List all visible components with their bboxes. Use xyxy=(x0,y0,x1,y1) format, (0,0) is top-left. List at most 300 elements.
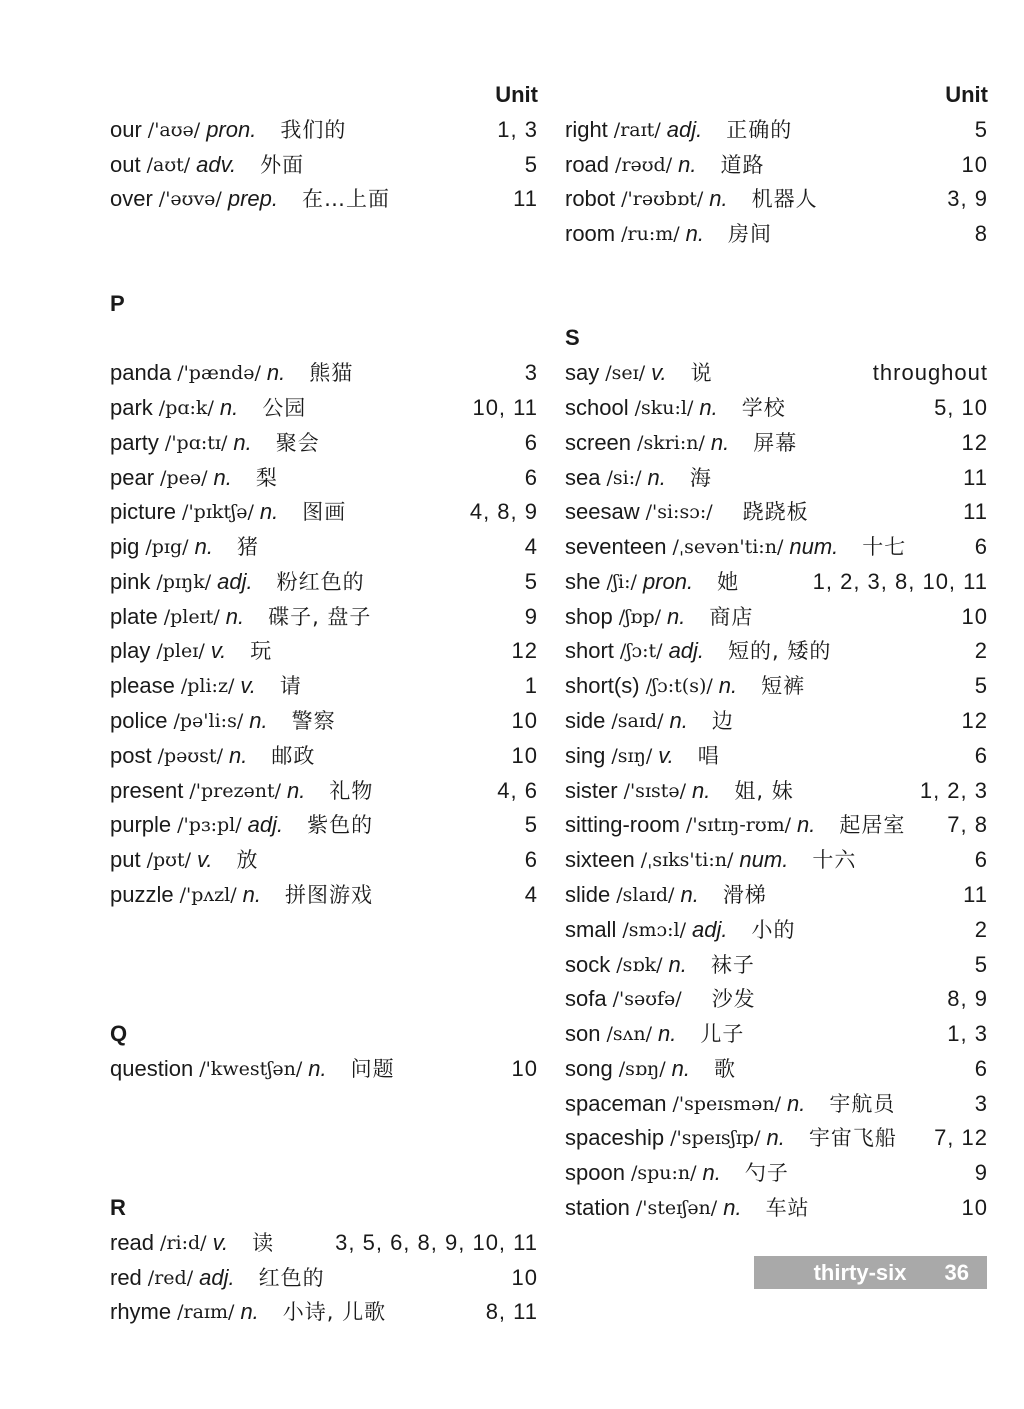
entry-units: 1 xyxy=(524,673,538,699)
entry-chinese-meaning: 滑梯 xyxy=(722,882,767,907)
entry-chinese-meaning: 宇宙飞船 xyxy=(808,1126,897,1151)
vocab-entry xyxy=(565,567,988,597)
vocab-entry xyxy=(110,636,538,666)
entry-units: 4, 8, 9 xyxy=(469,499,538,525)
entry-chinese-meaning: 车站 xyxy=(765,1195,810,1220)
section-letter: Q xyxy=(110,1021,128,1047)
entry-word: song xyxy=(565,1055,613,1081)
entry-phonetic: /pɑ:k/ xyxy=(158,397,214,420)
entry-units: 3 xyxy=(524,360,538,386)
entry-phonetic: /aʊt/ xyxy=(146,153,191,176)
entry-phonetic: /seɪ/ xyxy=(605,362,646,385)
entry-word: play xyxy=(110,638,151,664)
entry-word: short xyxy=(565,638,614,664)
entry-phonetic: /pʊt/ xyxy=(146,849,191,872)
entry-part-of-speech: v. xyxy=(210,638,227,664)
entry-chinese-meaning: 跷跷板 xyxy=(742,500,809,525)
entry-units: 10 xyxy=(511,742,538,768)
page-footer xyxy=(754,1256,987,1289)
entry-part-of-speech: v. xyxy=(212,1229,229,1255)
entry-units: 10 xyxy=(511,708,538,734)
entry-chinese-meaning: 小的 xyxy=(751,917,796,942)
entry-units: 3 xyxy=(974,1090,988,1116)
vocab-entry xyxy=(565,776,988,806)
entry-part-of-speech: n. xyxy=(658,1021,677,1047)
entry-chinese-meaning: 十六 xyxy=(812,848,857,873)
vocab-entry xyxy=(565,1054,988,1084)
unit-header-label: Unit xyxy=(495,82,538,107)
entry-phonetic: /'sɪtɪŋ-rʊm/ xyxy=(685,814,792,837)
vocab-entry xyxy=(110,1228,538,1258)
entry-word: read xyxy=(110,1229,155,1255)
entry-units: 6 xyxy=(524,429,538,455)
entry-word: road xyxy=(565,151,610,177)
entry-units: 4 xyxy=(524,881,538,907)
vocab-entry xyxy=(110,184,538,214)
entry-phonetic: /'steɪʃən/ xyxy=(635,1196,718,1219)
blank-row xyxy=(110,915,538,945)
vocab-entry xyxy=(565,671,988,701)
entry-part-of-speech: n. xyxy=(669,708,688,734)
entry-chinese-meaning: 紫色的 xyxy=(307,813,374,838)
entry-units: 2 xyxy=(974,638,988,664)
entry-word: park xyxy=(110,395,153,421)
entry-part-of-speech: n. xyxy=(766,1125,785,1151)
entry-part-of-speech: n. xyxy=(213,464,232,490)
vocab-entry xyxy=(110,845,538,875)
entry-chinese-meaning: 放 xyxy=(236,848,259,873)
entry-word: rhyme xyxy=(110,1299,172,1325)
blank-row xyxy=(110,254,538,284)
entry-word: please xyxy=(110,673,175,699)
entry-word: out xyxy=(110,151,141,177)
entry-part-of-speech: n. xyxy=(225,603,245,629)
entry-units: 10, 11 xyxy=(472,395,538,421)
vocab-entry xyxy=(565,915,988,945)
vocab-entry xyxy=(565,1123,988,1153)
entry-chinese-meaning: 道路 xyxy=(720,152,765,177)
vocab-entry xyxy=(565,984,988,1014)
entry-part-of-speech: v. xyxy=(196,847,213,873)
entry-chinese-meaning: 我们的 xyxy=(280,117,347,142)
entry-units: 10 xyxy=(511,1055,538,1081)
entry-part-of-speech: n. xyxy=(308,1055,327,1081)
entry-chinese-meaning: 拼图游戏 xyxy=(284,882,373,907)
vocab-entry xyxy=(110,463,538,493)
entry-part-of-speech: n. xyxy=(692,777,711,803)
entry-units: 10 xyxy=(511,1264,538,1290)
vocab-entry xyxy=(565,636,988,666)
entry-phonetic: /ˌsɪks'ti:n/ xyxy=(640,849,734,872)
entry-word: room xyxy=(565,221,616,247)
entry-phonetic: /'pɑ:tɪ/ xyxy=(164,431,228,454)
entry-word: sofa xyxy=(565,986,607,1012)
entry-units: 1, 3 xyxy=(497,116,538,142)
entry-units: 12 xyxy=(511,638,538,664)
entry-phonetic: /sku:l/ xyxy=(634,397,694,420)
entry-word: station xyxy=(565,1194,630,1220)
entry-chinese-meaning: 粉红色的 xyxy=(276,569,365,594)
entry-word: she xyxy=(565,568,601,594)
vocab-entry xyxy=(565,1019,988,1049)
vocab-entry xyxy=(565,845,988,875)
entry-chinese-meaning: 图画 xyxy=(302,500,347,525)
entry-word: spaceman xyxy=(565,1090,667,1116)
entry-units: 5 xyxy=(524,151,538,177)
vocab-entry xyxy=(565,880,988,910)
entry-units: 10 xyxy=(961,1194,988,1220)
vocab-entry xyxy=(565,1158,988,1188)
vocab-entry xyxy=(110,358,538,388)
vocab-entry xyxy=(110,776,538,806)
entry-chinese-meaning: 请 xyxy=(279,674,302,699)
vocab-entry xyxy=(110,1263,538,1293)
entry-phonetic: /si:/ xyxy=(606,466,642,489)
vocab-entry xyxy=(110,567,538,597)
entry-word: question xyxy=(110,1055,194,1081)
blank-row xyxy=(565,254,988,284)
entry-word: sock xyxy=(565,951,611,977)
entry-word: red xyxy=(110,1264,142,1290)
entry-chinese-meaning: 边 xyxy=(711,709,734,734)
entry-chinese-meaning: 姐, 妹 xyxy=(734,778,794,803)
vocab-entry xyxy=(565,741,988,771)
entry-part-of-speech: n. xyxy=(219,395,239,421)
entry-units: 12 xyxy=(961,429,988,455)
entry-chinese-meaning: 宇航员 xyxy=(829,1091,896,1116)
entry-chinese-meaning: 她 xyxy=(717,569,740,594)
entry-part-of-speech: n. xyxy=(671,1055,691,1081)
entry-part-of-speech: prep. xyxy=(227,186,278,212)
entry-phonetic: /smɔ:l/ xyxy=(622,918,687,941)
entry-units: 4 xyxy=(524,534,538,560)
entry-word: slide xyxy=(565,881,611,907)
entry-units: 11 xyxy=(963,464,988,490)
vocab-entry xyxy=(565,497,988,527)
entry-phonetic: /sʌn/ xyxy=(606,1023,653,1046)
entry-units: 1, 2, 3, 8, 10, 11 xyxy=(812,568,988,594)
vocab-entry xyxy=(110,671,538,701)
entry-chinese-meaning: 礼物 xyxy=(329,778,374,803)
entry-part-of-speech: n. xyxy=(667,603,686,629)
entry-phonetic: /'pɜ:pl/ xyxy=(177,814,242,837)
vocab-entry xyxy=(110,1054,538,1084)
entry-units: 1, 3 xyxy=(947,1021,988,1047)
unit-column-header xyxy=(565,80,988,110)
entry-phonetic: /'pɪktʃə/ xyxy=(182,501,254,524)
blank-row xyxy=(565,289,988,319)
entry-word: police xyxy=(110,708,168,734)
entry-chinese-meaning: 熊猫 xyxy=(309,361,354,386)
entry-phonetic: /slaɪd/ xyxy=(616,883,675,906)
entry-phonetic: /'aʊə/ xyxy=(147,118,201,141)
page-number-word: thirty-six xyxy=(813,1259,907,1285)
entry-phonetic: /'speɪsmən/ xyxy=(672,1092,782,1115)
entry-chinese-meaning: 邮政 xyxy=(271,743,316,768)
entry-word: sixteen xyxy=(565,847,635,873)
entry-phonetic: /pleɪ/ xyxy=(156,640,205,663)
entry-units: 10 xyxy=(961,151,988,177)
entry-units: throughout xyxy=(872,360,988,386)
section-letter-heading xyxy=(110,1019,538,1049)
entry-units: 11 xyxy=(963,881,988,907)
entry-units: 6 xyxy=(974,847,988,873)
entry-units: 5 xyxy=(974,116,988,142)
entry-chinese-meaning: 袜子 xyxy=(710,952,755,977)
entry-part-of-speech: n. xyxy=(242,881,261,907)
entry-part-of-speech: adv. xyxy=(196,151,237,177)
blank-row xyxy=(110,984,538,1014)
vocab-entry xyxy=(110,741,538,771)
entry-chinese-meaning: 外面 xyxy=(260,152,305,177)
section-letter: P xyxy=(110,290,125,316)
entry-phonetic: /saɪd/ xyxy=(611,710,664,733)
entry-phonetic: /raɪt/ xyxy=(613,118,661,141)
entry-units: 5 xyxy=(974,951,988,977)
entry-units: 6 xyxy=(974,534,988,560)
vocab-entry xyxy=(565,463,988,493)
page-number: 36 xyxy=(944,1259,969,1285)
entry-phonetic: /raɪm/ xyxy=(177,1301,235,1324)
entry-units: 6 xyxy=(974,742,988,768)
entry-part-of-speech: n. xyxy=(228,742,248,768)
entry-phonetic: /pɪg/ xyxy=(145,536,189,559)
entry-chinese-meaning: 歌 xyxy=(714,1056,737,1081)
vocab-entry xyxy=(565,358,988,388)
entry-part-of-speech: adj. xyxy=(668,638,705,664)
entry-phonetic: /ˌsevən'ti:n/ xyxy=(672,536,784,559)
entry-word: say xyxy=(565,360,600,386)
entry-chinese-meaning: 屏幕 xyxy=(753,430,798,455)
entry-word: picture xyxy=(110,499,177,525)
vocab-entry xyxy=(565,184,988,214)
entry-word: present xyxy=(110,777,184,803)
vocab-entry xyxy=(110,393,538,423)
entry-part-of-speech: adj. xyxy=(247,812,284,838)
vocab-entry xyxy=(565,1089,988,1119)
vocab-entry xyxy=(565,1193,988,1223)
entry-word: sitting-room xyxy=(565,812,680,838)
entry-phonetic: /'pændə/ xyxy=(177,362,261,385)
entry-word: seventeen xyxy=(565,534,667,560)
entry-part-of-speech: n. xyxy=(249,708,268,734)
entry-units: 5 xyxy=(524,812,538,838)
entry-phonetic: /ʃɔ:t/ xyxy=(619,640,663,663)
entry-phonetic: /rəʊd/ xyxy=(615,153,673,176)
entry-part-of-speech: pron. xyxy=(642,568,694,594)
entry-part-of-speech: num. xyxy=(789,534,839,560)
entry-chinese-meaning: 读 xyxy=(252,1230,275,1255)
entry-word: son xyxy=(565,1021,601,1047)
vocab-entry xyxy=(110,810,538,840)
entry-word: plate xyxy=(110,603,158,629)
entry-part-of-speech: n. xyxy=(194,534,213,560)
entry-part-of-speech: num. xyxy=(739,847,789,873)
vocab-entry xyxy=(110,532,538,562)
entry-word: side xyxy=(565,708,606,734)
entry-phonetic: /'pʌzl/ xyxy=(179,883,237,906)
entry-word: pig xyxy=(110,534,140,560)
entry-phonetic: /sɒk/ xyxy=(616,953,663,976)
entry-units: 8, 11 xyxy=(485,1299,538,1325)
entry-part-of-speech: v. xyxy=(651,360,667,386)
entry-units: 8 xyxy=(974,221,988,247)
vocab-entry xyxy=(110,880,538,910)
entry-part-of-speech: n. xyxy=(709,186,728,212)
entry-part-of-speech: v. xyxy=(658,742,674,768)
vocab-entry xyxy=(110,602,538,632)
entry-part-of-speech: n. xyxy=(723,1194,742,1220)
entry-units: 5 xyxy=(524,568,538,594)
entry-part-of-speech: adj. xyxy=(692,916,728,942)
entry-phonetic: /'səʊfə/ xyxy=(612,988,682,1011)
entry-part-of-speech: n. xyxy=(240,1299,259,1325)
entry-units: 2 xyxy=(974,916,988,942)
entry-phonetic: /'əʊvə/ xyxy=(158,188,222,211)
unit-header-label: Unit xyxy=(945,82,988,107)
entry-chinese-meaning: 公园 xyxy=(262,396,307,421)
entry-word: puzzle xyxy=(110,881,174,907)
entry-part-of-speech: pron. xyxy=(206,116,257,142)
entry-units: 12 xyxy=(961,708,988,734)
entry-phonetic: /'speɪsʃɪp/ xyxy=(670,1127,761,1150)
entry-phonetic: /ri:d/ xyxy=(160,1231,207,1254)
entry-chinese-meaning: 正确的 xyxy=(726,117,793,142)
entry-part-of-speech: n. xyxy=(668,951,687,977)
entry-word: small xyxy=(565,916,617,942)
entry-units: 6 xyxy=(524,464,538,490)
entry-word: put xyxy=(110,847,141,873)
entry-word: spoon xyxy=(565,1160,625,1186)
section-letter-heading xyxy=(565,323,988,353)
entry-phonetic: /sɒŋ/ xyxy=(618,1057,666,1080)
entry-phonetic: /'rəʊbɒt/ xyxy=(621,188,704,211)
entry-chinese-meaning: 起居室 xyxy=(839,813,906,838)
entry-units: 3, 9 xyxy=(947,186,988,212)
entry-chinese-meaning: 聚会 xyxy=(275,430,320,455)
entry-chinese-meaning: 学校 xyxy=(741,396,786,421)
entry-units: 7, 12 xyxy=(934,1125,988,1151)
entry-units: 11 xyxy=(963,499,988,525)
entry-word: pear xyxy=(110,464,155,490)
entry-part-of-speech: n. xyxy=(287,777,306,803)
entry-chinese-meaning: 猪 xyxy=(236,535,259,560)
entry-phonetic: /skri:n/ xyxy=(637,431,705,454)
entry-chinese-meaning: 商店 xyxy=(709,604,754,629)
entry-part-of-speech: n. xyxy=(702,1160,721,1186)
entry-chinese-meaning: 机器人 xyxy=(751,187,818,212)
vocab-entry xyxy=(110,428,538,458)
entry-phonetic: /ʃɒp/ xyxy=(618,605,662,628)
entry-word: party xyxy=(110,429,159,455)
entry-word: post xyxy=(110,742,152,768)
entry-part-of-speech: n. xyxy=(787,1090,806,1116)
entry-chinese-meaning: 玩 xyxy=(250,639,273,664)
entry-phonetic: /ʃi:/ xyxy=(606,570,637,593)
blank-row xyxy=(110,1123,538,1153)
entry-chinese-meaning: 短裤 xyxy=(761,674,806,699)
entry-part-of-speech: adj. xyxy=(666,116,703,142)
entry-phonetic: /pəʊst/ xyxy=(157,744,223,767)
entry-phonetic: /pɪŋk/ xyxy=(156,570,212,593)
vocab-entry xyxy=(565,810,988,840)
vocab-entry xyxy=(565,428,988,458)
entry-units: 7, 8 xyxy=(947,812,988,838)
entry-chinese-meaning: 十七 xyxy=(862,535,907,560)
vocab-entry xyxy=(110,497,538,527)
entry-word: seesaw xyxy=(565,499,640,525)
vocab-entry xyxy=(565,950,988,980)
vocab-entry xyxy=(110,706,538,736)
entry-phonetic: /sɪŋ/ xyxy=(611,744,653,767)
section-letter: S xyxy=(565,325,580,351)
entry-chinese-meaning: 在…上面 xyxy=(301,187,390,212)
entry-word: pink xyxy=(110,568,151,594)
entry-phonetic: /spu:n/ xyxy=(630,1162,697,1185)
vocab-entry xyxy=(110,150,538,180)
entry-units: 4, 6 xyxy=(497,777,538,803)
vocab-entry xyxy=(565,115,988,145)
entry-chinese-meaning: 红色的 xyxy=(258,1265,325,1290)
entry-phonetic: /'si:sɔ:/ xyxy=(645,501,713,524)
entry-word: school xyxy=(565,395,629,421)
entry-chinese-meaning: 碟子, 盘子 xyxy=(268,604,372,629)
entry-units: 10 xyxy=(961,603,988,629)
entry-units: 8, 9 xyxy=(947,986,988,1012)
entry-word: right xyxy=(565,116,608,142)
entry-part-of-speech: n. xyxy=(266,360,286,386)
entry-units: 9 xyxy=(524,603,538,629)
vocab-entry xyxy=(565,219,988,249)
entry-chinese-meaning: 海 xyxy=(689,465,712,490)
entry-part-of-speech: n. xyxy=(718,673,738,699)
vocab-entry xyxy=(565,393,988,423)
entry-phonetic: /pə'li:s/ xyxy=(173,710,244,733)
entry-chinese-meaning: 问题 xyxy=(350,1056,395,1081)
entry-phonetic: /'prezənt/ xyxy=(189,779,282,802)
entry-phonetic: /ʃɔ:t(s)/ xyxy=(645,675,713,698)
entry-part-of-speech: n. xyxy=(678,151,697,177)
blank-row xyxy=(110,1158,538,1188)
entry-chinese-meaning: 梨 xyxy=(255,465,278,490)
entry-phonetic: /pli:z/ xyxy=(180,675,235,698)
entry-units: 9 xyxy=(974,1160,988,1186)
section-letter-heading xyxy=(110,289,538,319)
entry-part-of-speech: n. xyxy=(259,499,279,525)
entry-chinese-meaning: 说 xyxy=(690,361,713,386)
section-letter-heading xyxy=(110,1193,538,1223)
entry-part-of-speech: n. xyxy=(680,881,699,907)
entry-part-of-speech: n. xyxy=(699,395,718,421)
entry-units: 6 xyxy=(524,847,538,873)
entry-units: 11 xyxy=(513,186,538,212)
vocab-entry xyxy=(565,706,988,736)
entry-part-of-speech: n. xyxy=(710,429,730,455)
entry-units: 5 xyxy=(974,673,988,699)
unit-column-header xyxy=(110,80,538,110)
entry-word: sister xyxy=(565,777,618,803)
entry-chinese-meaning: 房间 xyxy=(728,222,773,247)
entry-phonetic: /'sɪstə/ xyxy=(623,779,687,802)
vocab-entry xyxy=(565,602,988,632)
entry-part-of-speech: n. xyxy=(233,429,252,455)
entry-part-of-speech: n. xyxy=(797,812,816,838)
entry-chinese-meaning: 短的, 矮的 xyxy=(728,639,832,664)
entry-word: robot xyxy=(565,186,616,212)
entry-chinese-meaning: 警察 xyxy=(291,709,336,734)
entry-phonetic: /'kwestʃən/ xyxy=(199,1057,303,1080)
entry-word: panda xyxy=(110,360,172,386)
